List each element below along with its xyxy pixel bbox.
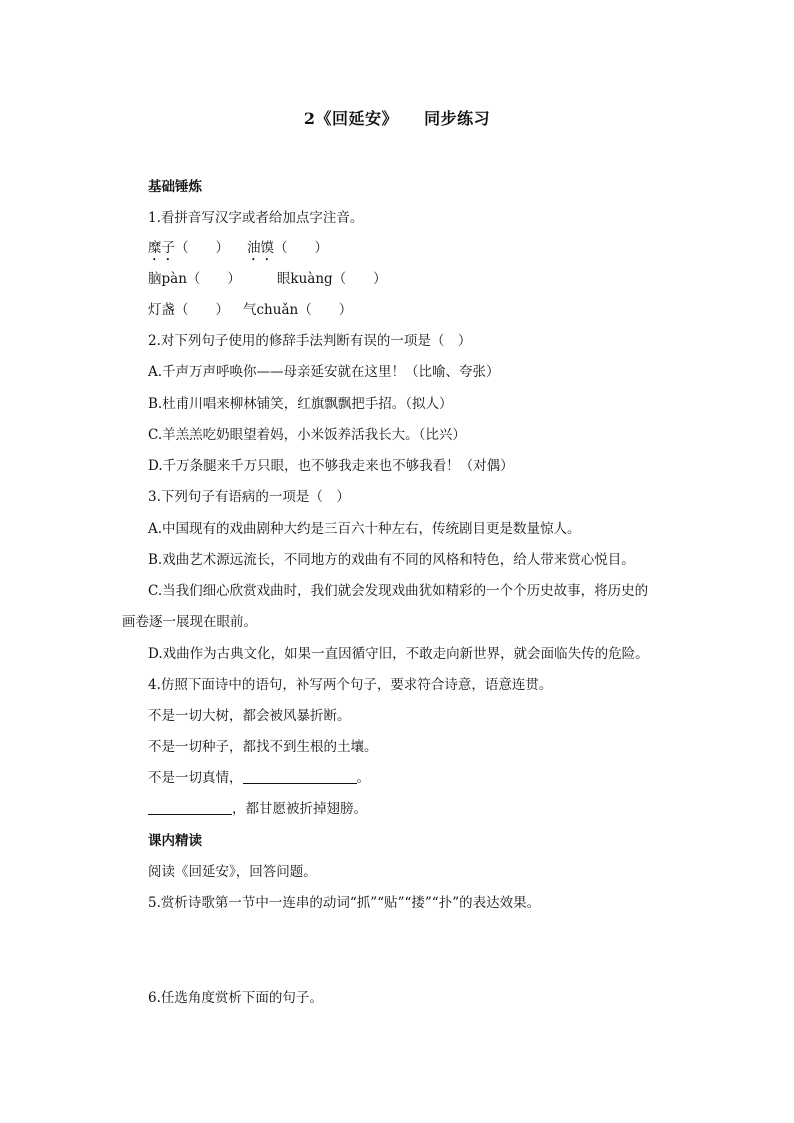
question-3-option-c-line-2: 画卷逐一展现在眼前。 xyxy=(122,614,257,630)
question-2-option-a: A.千声万声呼唤你——母亲延安就在这里！（比喻、夸张） xyxy=(148,364,500,380)
answer-blank-2[interactable] xyxy=(148,800,232,815)
question-3-stem: 3.下列句子有语病的一项是（ ） xyxy=(148,489,350,505)
question-1-row-2 xyxy=(148,270,387,288)
question-2-option-d: D.千万条腿来千万只眼，也不够我走来也不够我看！（对偶） xyxy=(148,458,514,474)
question-6: 6.任选角度赏析下面的句子。 xyxy=(148,990,323,1006)
question-3-option-c-line-1: C.当我们细心欣赏戏曲时，我们就会发现戏曲犹如精彩的一个个历史故事，将历史的 xyxy=(148,583,649,599)
q1-item-qi: 气chuǎn（ ） xyxy=(243,302,353,318)
question-1-row-1 xyxy=(148,239,328,264)
q1-item-nao: 脑pàn（ ） xyxy=(148,271,241,287)
question-4-stem: 4.仿照下面诗中的语句，补写两个句子，要求符合诗意，语意连贯。 xyxy=(148,677,553,693)
question-2-option-c: C.羊羔羔吃奶眼望着妈，小米饭养活我长大。（比兴） xyxy=(148,427,466,443)
question-1-row-3 xyxy=(148,301,352,319)
question-3-option-a: A.中国现有的戏曲剧种大约是三百六十种左右，传统剧目更是数量惊人。 xyxy=(148,521,581,537)
page-title xyxy=(0,106,794,129)
q1-item-mizi: 糜子（ ） xyxy=(148,240,229,256)
section-heading-reading: 课内精读 xyxy=(148,833,202,849)
poem-line-4: ，都甘愿被折掉翅膀。 xyxy=(148,800,367,818)
question-3-option-d: D.戏曲作为古典文化，如果一直因循守旧，不敢走向新世界，就会面临失传的危险。 xyxy=(148,646,649,662)
poem-line-3: 不是一切真情， 。 xyxy=(148,770,370,786)
question-3-option-b: B.戏曲艺术源远流长，不同地方的戏曲有不同的风格和特色，给人带来赏心悦目。 xyxy=(148,552,635,568)
q1-item-youmo: 油馍（ ） xyxy=(247,240,328,256)
answer-blank-1[interactable] xyxy=(243,769,357,784)
q1-item-yan: 眼kuàng（ ） xyxy=(276,271,387,287)
q1-item-dengzhan: 灯盏（ ） xyxy=(148,302,229,318)
question-2-stem: 2.对下列句子使用的修辞手法判断有误的一项是（ ） xyxy=(148,333,472,349)
question-1-stem: 1.看拼音写汉字或者给加点字注音。 xyxy=(148,210,364,226)
reading-intro: 阅读《回延安》，回答问题。 xyxy=(148,864,317,880)
title-suffix: 同步练习 xyxy=(424,109,491,128)
section-heading-basic: 基础锤炼 xyxy=(148,179,202,195)
question-2-option-b: B.杜甫川唱来柳林铺笑，红旗飘飘把手招。（拟人） xyxy=(148,396,453,412)
poem-line-2: 不是一切种子，都找不到生根的土壤。 xyxy=(148,739,378,755)
question-5: 5.赏析诗歌第一节中一连串的动词“抓”“贴”“搂”“扑”的表达效果。 xyxy=(148,895,541,911)
poem-line-1: 不是一切大树，都会被风暴折断。 xyxy=(148,708,351,724)
title-lesson: 2《回延安》 xyxy=(303,109,399,128)
